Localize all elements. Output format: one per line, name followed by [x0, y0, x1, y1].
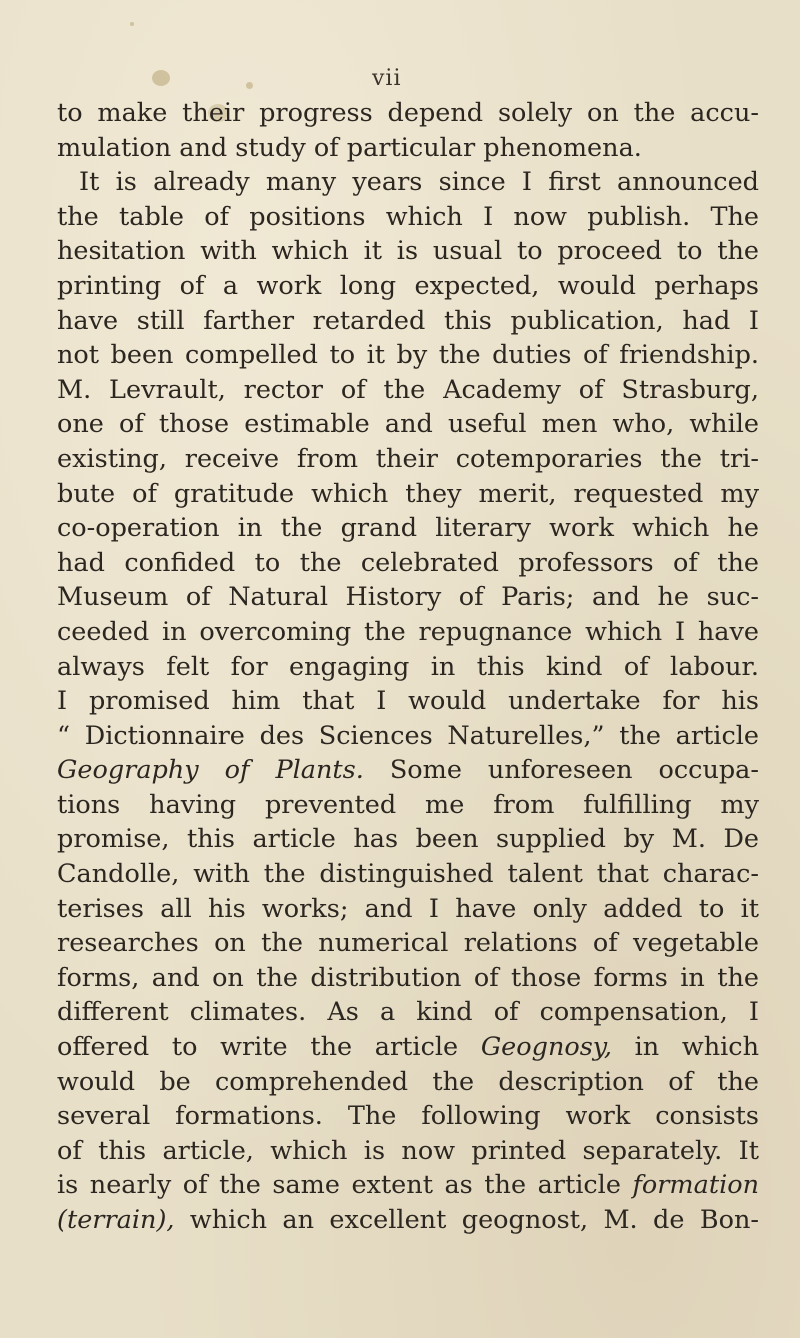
text-line: hesitation with which it is usual to proceed to the — [57, 236, 759, 267]
text-line: promise, this article has been supplied by M. De — [57, 824, 759, 855]
text-line: printing of a work long expected, would perhaps — [57, 270, 759, 301]
text-line: would be comprehended the description of the — [57, 1066, 759, 1097]
page-number: vii — [372, 66, 402, 91]
text-line: forms, and on the distribution of those forms in the — [57, 962, 759, 993]
text-line: to make their progress depend solely on the accu- — [57, 98, 759, 128]
text-line: have still farther retarded this publication, had I — [57, 305, 759, 336]
text-line: mulation and study of particular phenomena. — [57, 132, 642, 163]
text-line: It is already many years since I first announced — [79, 167, 759, 198]
text-line: Candolle, with the distinguished talent that charac- — [57, 859, 759, 890]
text-line: the table of positions which I now publish. The — [57, 201, 759, 232]
text-line: not been compelled to it by the duties of friendship. — [57, 340, 759, 371]
text-line: researches on the numerical relations of vegetable — [57, 928, 759, 959]
foxing-spot — [246, 82, 253, 89]
italic-title: Geography of Plants. — [57, 755, 364, 786]
text-run: offered to write the article — [57, 1032, 481, 1063]
text-line: several formations. The following work consists — [57, 1101, 759, 1132]
text-run: Some unforeseen occupa- — [363, 755, 760, 786]
italic-term: formation — [632, 1170, 759, 1201]
text-line: different climates. As a kind of compensation, I — [57, 997, 759, 1028]
text-line: ceeded in overcoming the repugnance which I have — [57, 616, 759, 647]
text-line: bute of gratitude which they merit, requested my — [57, 478, 759, 509]
text-run: is nearly of the same extent as the article — [57, 1170, 633, 1201]
text-line: existing, receive from their cotemporaries the tri- — [57, 443, 759, 474]
text-line — [57, 753, 759, 788]
text-line: I promised him that I would undertake for his — [57, 686, 759, 717]
text-line: M. Levrault, rector of the Academy of Strasburg, — [57, 374, 759, 405]
italic-term: (terrain), — [57, 1205, 175, 1235]
text-line: had confided to the celebrated professors of the — [57, 547, 759, 578]
text-run: which an excellent geognost, M. de Bon- — [174, 1205, 759, 1235]
foxing-spot — [152, 70, 170, 86]
text-line — [57, 1168, 759, 1203]
text-line: of this article, which is now printed separately. It — [57, 1135, 759, 1166]
text-line: co-operation in the grand literary work which he — [57, 513, 759, 544]
text-line: always felt for engaging in this kind of labour. — [57, 651, 759, 682]
foxing-spot — [130, 22, 134, 26]
text-line: tions having prevented me from fulfilling my — [57, 789, 759, 820]
text-line: “ Dictionnaire des Sciences Naturelles,” the article — [57, 720, 759, 751]
text-run: in which — [611, 1032, 760, 1063]
italic-term: Geognosy, — [480, 1032, 612, 1063]
text-line: Museum of Natural History of Paris; and he suc- — [57, 582, 759, 613]
text-line: terises all his works; and I have only added to it — [57, 893, 759, 924]
text-line — [57, 1203, 759, 1238]
text-line — [57, 1030, 759, 1065]
body-text — [57, 96, 759, 1238]
text-line: one of those estimable and useful men who, while — [57, 409, 759, 440]
